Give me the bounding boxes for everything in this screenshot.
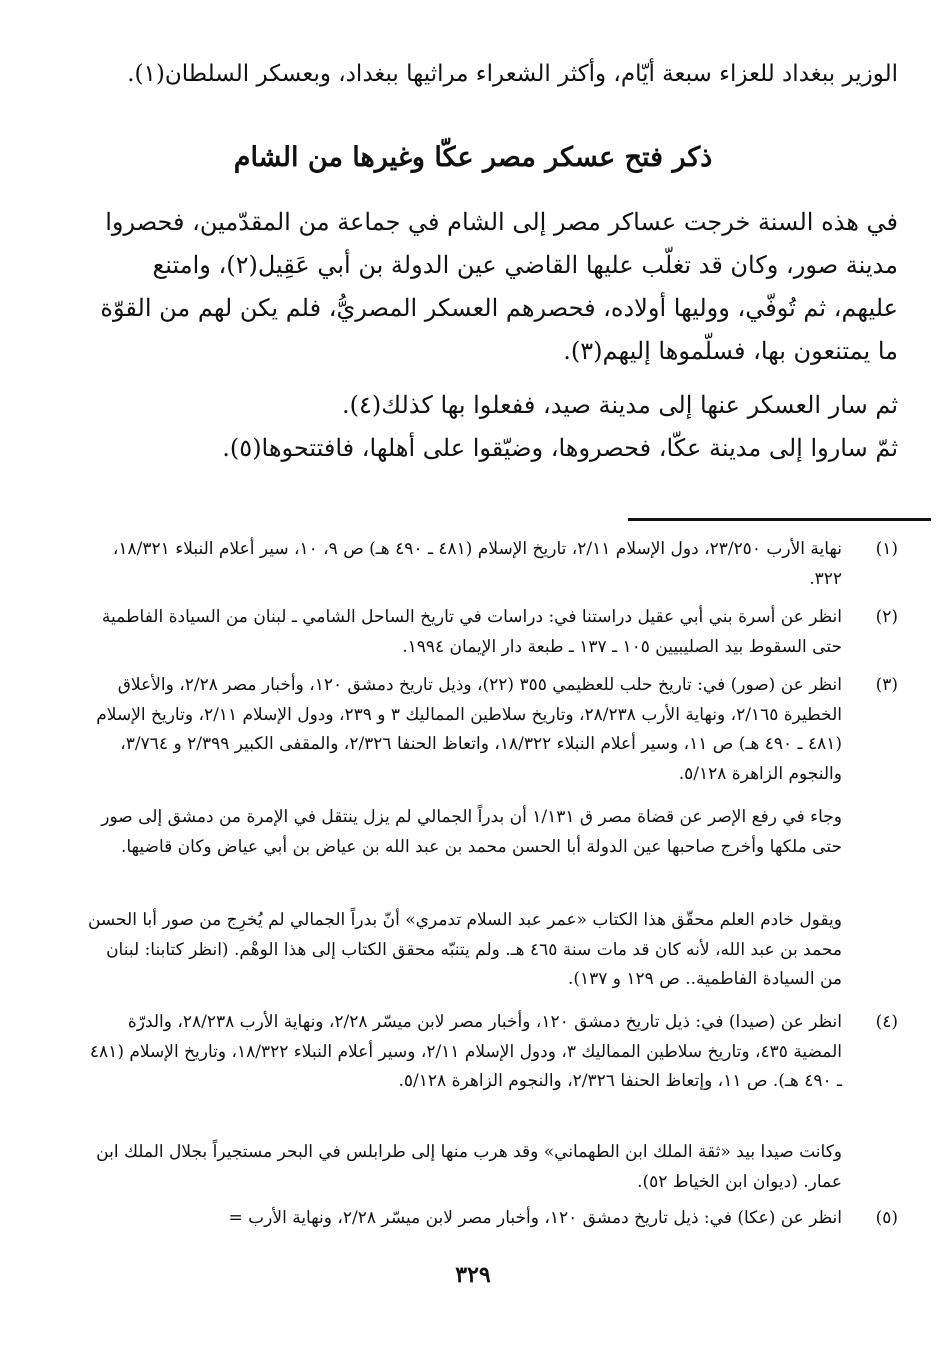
footnote-text: انظر عن أسرة بني أبي عقيل دراستنا في: دراسات في تاريخ الساحل الشامي ـ لبنان من السيادة الفاطمية حتى السقوط بيد الصليبيين ١٠٥ ـ ١٣٧ ـ طبعة دار الإيمان ١٩٩٤. (101, 607, 842, 657)
footnote-number: (١) (875, 539, 898, 559)
footnote-4-continuation (85, 1138, 898, 1197)
footnote-4 (85, 1008, 898, 1097)
footnote-1 (85, 535, 898, 594)
page-number: ٣٢٩ (455, 1262, 491, 1288)
footnote-number: (٥) (875, 1208, 898, 1228)
carryover-line: الوزير ببغداد للعزاء سبعة أيّام، وأكثر الشعراء مراثيها ببغداد، وبعسكر السلطان(١). (127, 61, 898, 87)
footnote-3 (85, 671, 898, 789)
footnote-text: وكانت صيدا بيد «ثقة الملك ابن الطهماني» وقد هرب منها إلى طرابلس في البحر مستجيراً بجلال الملك ابن عمار. (ديوان ابن الخياط ٥٢). (96, 1142, 842, 1192)
footnote-5 (85, 1204, 898, 1234)
paragraph: ثم سار العسكر عنها إلى مدينة صيد، ففعلوا بها كذلك(٤). (342, 391, 898, 419)
footnote-number: (٣) (875, 675, 898, 695)
paragraph-line: عليهم، ثم تُوفّي، ووليها أولاده، فحصرهم العسكر المصريُّ، فلم يكن لهم من القوّة (100, 294, 898, 322)
paragraph-line: في هذه السنة خرجت عساكر مصر إلى الشام في جماعة من المقدّمين، فحصروا (105, 208, 898, 236)
footnote-text: انظر عن (صيدا) في: ذيل تاريخ دمشق ١٢٠، وأخبار مصر لابن ميسّر ٢/٢٨، ونهاية الأرب ٢٨/٢٣٨، والدرّة المضية ٤٣٥، وتاريخ سلاطين المماليك ٣، ودول الإسلام ٢/١١، وسير أعلام النبلاء ١٨/٣٢٢، وتاريخ الإسلام (٤٨١ ـ ٤٩٠ هـ). ص ١١، وإتعاظ الحنفا ٢/٣٢٦، والنجوم الزاهرة ٥/١٢٨. (89, 1012, 842, 1091)
paragraph: ثمّ ساروا إلى مدينة عكّا، فحصروها، وضيّقوا على أهلها، فافتتحوها(٥). (222, 434, 898, 462)
footnote-text: انظر عن (عكا) في: ذيل تاريخ دمشق ١٢٠، وأخبار مصر لابن ميسّر ٢/٢٨، ونهاية الأرب = (228, 1208, 842, 1228)
footnote-text: نهاية الأرب ٢٣/٢٥٠، دول الإسلام ٢/١١، تاريخ الإسلام (٤٨١ ـ ٤٩٠ هـ) ص ٩، ١٠، سير أعلام النبلاء ١٨/٣٢١، ٣٢٢. (112, 539, 842, 589)
footnote-3-continuation-a (85, 803, 898, 862)
footnote-number: (٢) (875, 607, 898, 627)
paragraph-line: ما يمتنعون بها، فسلّموها إليهم(٣). (563, 337, 898, 365)
footnote-separator (628, 518, 931, 521)
footnote-text: انظر عن (صور) في: تاريخ حلب للعظيمي ٣٥٥ (٢٢)، وذيل تاريخ دمشق ١٢٠، وأخبار مصر ٢/٢٨، والأعلاق الخطيرة ٢/١٦٥، ونهاية الأرب ٢٨/٢٣٨، وتاريخ سلاطين المماليك ٣ و ٢٣٩، ودول الإسلام ٢/١١، وتاريخ الإسلام (٤٨١ ـ ٤٩٠ هـ) ص ١١، وسير أعلام النبلاء ١٨/٣٢٢، واتعاظ الحنفا ٢/٣٢٦، والمقفى الكبير ٢/٣٩٩ و ٣/٧٦٤، والنجوم الزاهرة ٥/١٢٨. (96, 675, 842, 784)
footnote-text: ويقول خادم العلم محقّق هذا الكتاب «عمر عبد السلام تدمري» أنّ بدراً الجمالي لم يُخرِج من صور أبا الحسن محمد بن عبد الله، لأنه كان قد مات سنة ٤٦٥ هـ. ولم يتنبّه محقق الكتاب إلى هذا الوهْم. (انظر كتابنا: لبنان من السيادة الفاطمية.. ص ١٢٩ و ١٣٧). (87, 910, 842, 989)
footnote-2 (85, 603, 898, 662)
section-heading: ذكر فتح عسكر مصر عكّا وغيرها من الشام (233, 142, 713, 173)
footnote-text: وجاء في رفع الإصر عن قضاة مصر ق ١/١٣١ أن بدراً الجمالي لم يزل ينتقل في الإمرة من دمشق إلى صور حتى ملكها وأخرج صاحبها عين الدولة أبا الحسن محمد بن عبد الله بن عياض بن أبي عياض وكان قاضيها. (101, 807, 842, 857)
footnote-3-continuation-b (85, 906, 898, 995)
footnote-number: (٤) (875, 1012, 898, 1032)
paragraph-line: مدينة صور، وكان قد تغلّب عليها القاضي عين الدولة بن أبي عَقِيل(٢)، وامتنع (152, 251, 898, 279)
